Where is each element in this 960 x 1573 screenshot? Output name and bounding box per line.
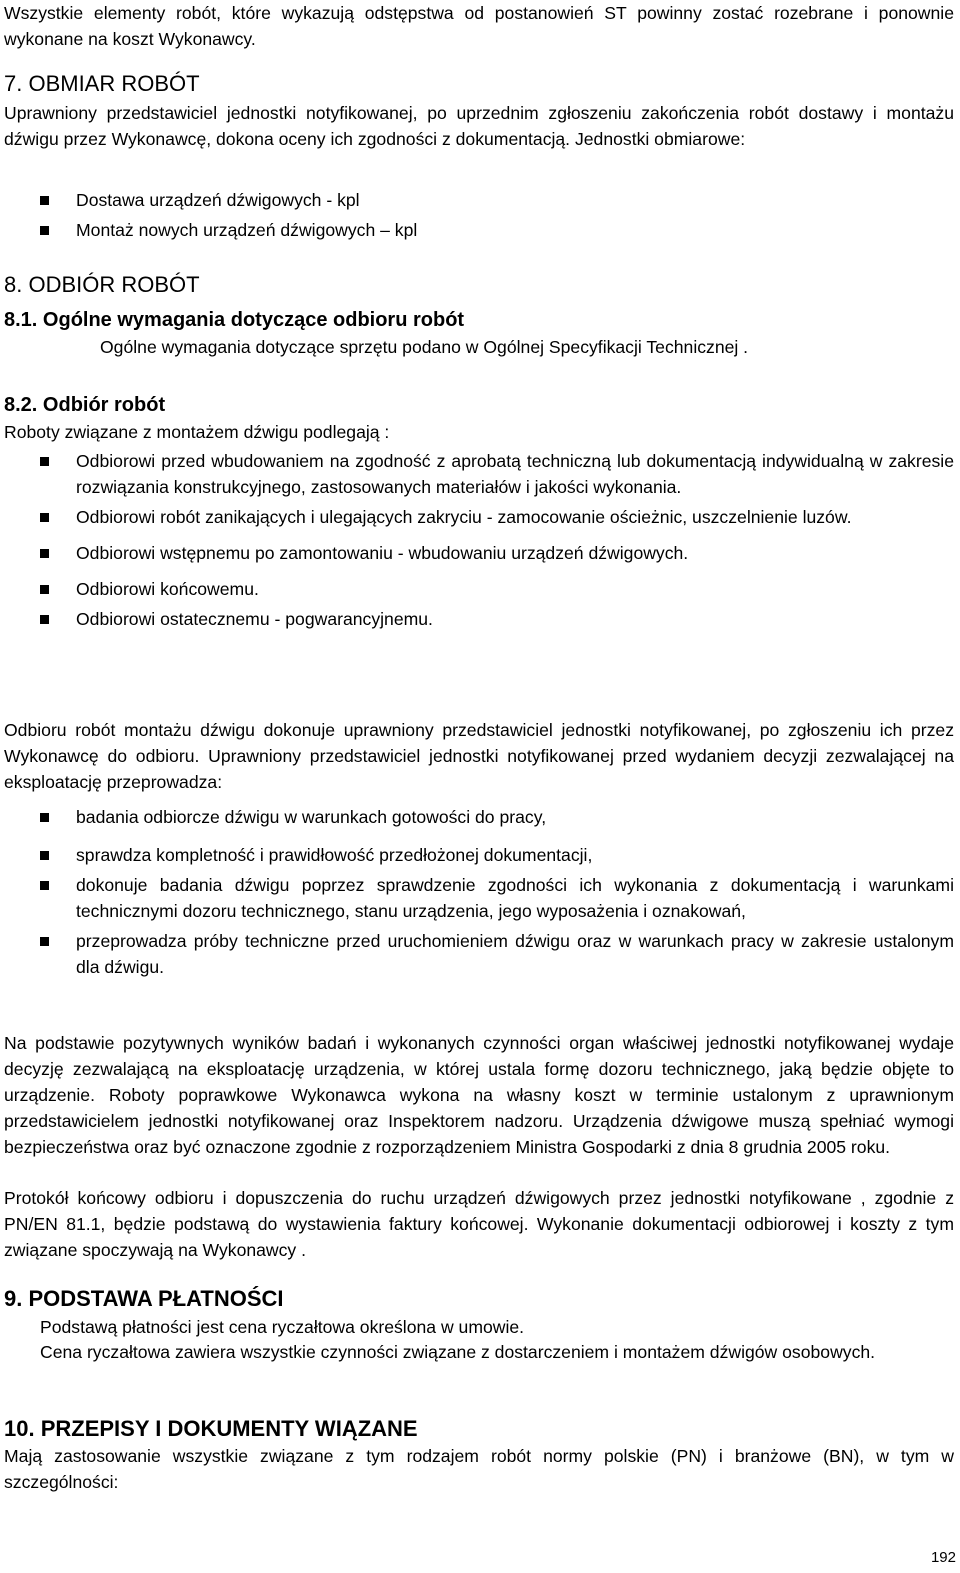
list-item-text: przeprowadza próby techniczne przed uruchomieniem dźwigu oraz w warunkach pracy w zakresie ustalonym dla dźwigu. [76, 931, 954, 977]
square-bullet-icon [40, 457, 49, 466]
section-8-paragraph-1: Odbioru robót montażu dźwigu dokonuje uprawniony przedstawiciel jednostki notyfikowanej, po zgłoszeniu ich przez Wykonawcę do odbioru. Uprawniony przedstawiciel jednostki notyfikowanej przed wydaniem decyzji zezwalającej na eksploatację przeprowadza: [4, 720, 954, 792]
square-bullet-icon [40, 881, 49, 890]
list-item-text: badania odbiorcze dźwigu w warunkach gotowości do pracy, [76, 807, 547, 827]
section-10-title: 10. PRZEPISY I DOKUMENTY WIĄZANE [4, 1416, 418, 1441]
list-item [4, 842, 954, 868]
list-item-text: Odbiorowi przed wbudowaniem na zgodność z aprobatą techniczną lub dokumentacją indywidualną w zakresie rozwiązania konstrukcyjnego, zastosowanych materiałów i jakości wykonania. [76, 451, 954, 497]
list-item [4, 804, 954, 830]
list-item [4, 448, 954, 500]
square-bullet-icon [40, 851, 49, 860]
square-bullet-icon [40, 585, 49, 594]
section-8-2-bullet-list [4, 448, 954, 632]
section-7-title: 7. OBMIAR ROBÓT [4, 71, 200, 96]
list-item-text: Odbiorowi końcowemu. [76, 579, 259, 599]
list-item [4, 187, 954, 213]
list-item [4, 928, 954, 980]
square-bullet-icon [40, 196, 49, 205]
section-9-line-2: Cena ryczałtowa zawiera wszystkie czynności związane z dostarczeniem i montażem dźwigów osobowych. [40, 1342, 876, 1362]
square-bullet-icon [40, 937, 49, 946]
list-item [4, 540, 954, 566]
square-bullet-icon [40, 549, 49, 558]
list-item-text: dokonuje badania dźwigu poprzez sprawdzenie zgodności ich wykonania z dokumentacją i warunkami technicznymi dozoru technicznego, stanu urządzenia, jego wyposażenia i oznakowań, [76, 875, 954, 921]
square-bullet-icon [40, 513, 49, 522]
section-8-1-title: 8.1. Ogólne wymagania dotyczące odbioru robót [4, 309, 465, 331]
section-8-title: 8. ODBIÓR ROBÓT [4, 272, 200, 297]
list-item-text: Odbiorowi wstępnemu po zamontowaniu - wbudowaniu urządzeń dźwigowych. [76, 543, 689, 563]
section-7-text: Uprawniony przedstawiciel jednostki notyfikowanej, po uprzednim zgłoszeniu zakończenia robót dostawy i montażu dźwigu przez Wykonawcę, dokona oceny ich zgodności z dokumentacją. Jednostki obmiarowe: [4, 103, 954, 149]
list-item-text: Odbiorowi robót zanikających i ulegających zakryciu - zamocowanie ościeżnic, uszczelnienie luzów. [76, 507, 852, 527]
square-bullet-icon [40, 813, 49, 822]
list-item-text: Odbiorowi ostatecznemu - pogwarancyjnemu. [76, 609, 433, 629]
section-9-title: 9. PODSTAWA PŁATNOŚCI [4, 1286, 284, 1311]
list-item-text: Montaż nowych urządzeń dźwigowych – kpl [76, 220, 418, 240]
section-9-line-1: Podstawą płatności jest cena ryczałtowa określona w umowie. [40, 1317, 525, 1337]
list-item [4, 606, 954, 632]
section-8-1-text: Ogólne wymagania dotyczące sprzętu podano w Ogólnej Specyfikacji Technicznej . [100, 337, 749, 357]
intro-paragraph: Wszystkie elementy robót, które wykazują odstępstwa od postanowień ST powinny zostać rozebrane i ponownie wykonane na koszt Wykonawcy. [4, 3, 954, 49]
section-8-2-intro: Roboty związane z montażem dźwigu podlegają : [4, 422, 390, 442]
list-item-text: Dostawa urządzeń dźwigowych - kpl [76, 190, 360, 210]
list-item [4, 872, 954, 924]
list-item [4, 217, 954, 243]
square-bullet-icon [40, 615, 49, 624]
page-number: 192 [930, 1549, 956, 1566]
section-8-2-title: 8.2. Odbiór robót [4, 394, 166, 416]
section-10-text: Mają zastosowanie wszystkie związane z tym rodzajem robót normy polskie (PN) i branżowe (BN), w tym w szczególności: [4, 1446, 954, 1492]
section-8-paragraph-3: Protokół końcowy odbioru i dopuszczenia do ruchu urządzeń dźwigowych przez jednostki notyfikowane , zgodnie z PN/EN 81.1, będzie podstawą do wystawienia faktury końcowej. Wykonanie dokumentacji odbiorowej i koszty z tym związane spoczywają na Wykonawcy . [4, 1188, 954, 1260]
section-8-paragraph-2: Na podstawie pozytywnych wyników badań i wykonanych czynności organ właściwej jednostki notyfikowanej wydaje decyzję zezwalającą na eksploatację urządzenia, w której ustala formę dozoru technicznego, jaką będzie objęte to urządzenie. Roboty poprawkowe Wykonawca wykona na własny koszt w terminie ustalonym z uprawnionym przedstawicielem jednostki notyfikowanej oraz Inspektorem nadzoru. Urządzenia dźwigowe muszą spełniać wymogi bezpieczeństwa oraz być oznaczone zgodnie z rozporządzeniem Ministra Gospodarki z dnia 8 grudnia 2005 roku. [4, 1033, 954, 1157]
list-item-text: sprawdza kompletność i prawidłowość przedłożonej dokumentacji, [76, 845, 593, 865]
list-item [4, 576, 954, 602]
list-item [4, 504, 954, 530]
square-bullet-icon [40, 226, 49, 235]
section-7-bullet-list [4, 187, 954, 243]
section-8-inspection-bullet-list [4, 804, 954, 980]
